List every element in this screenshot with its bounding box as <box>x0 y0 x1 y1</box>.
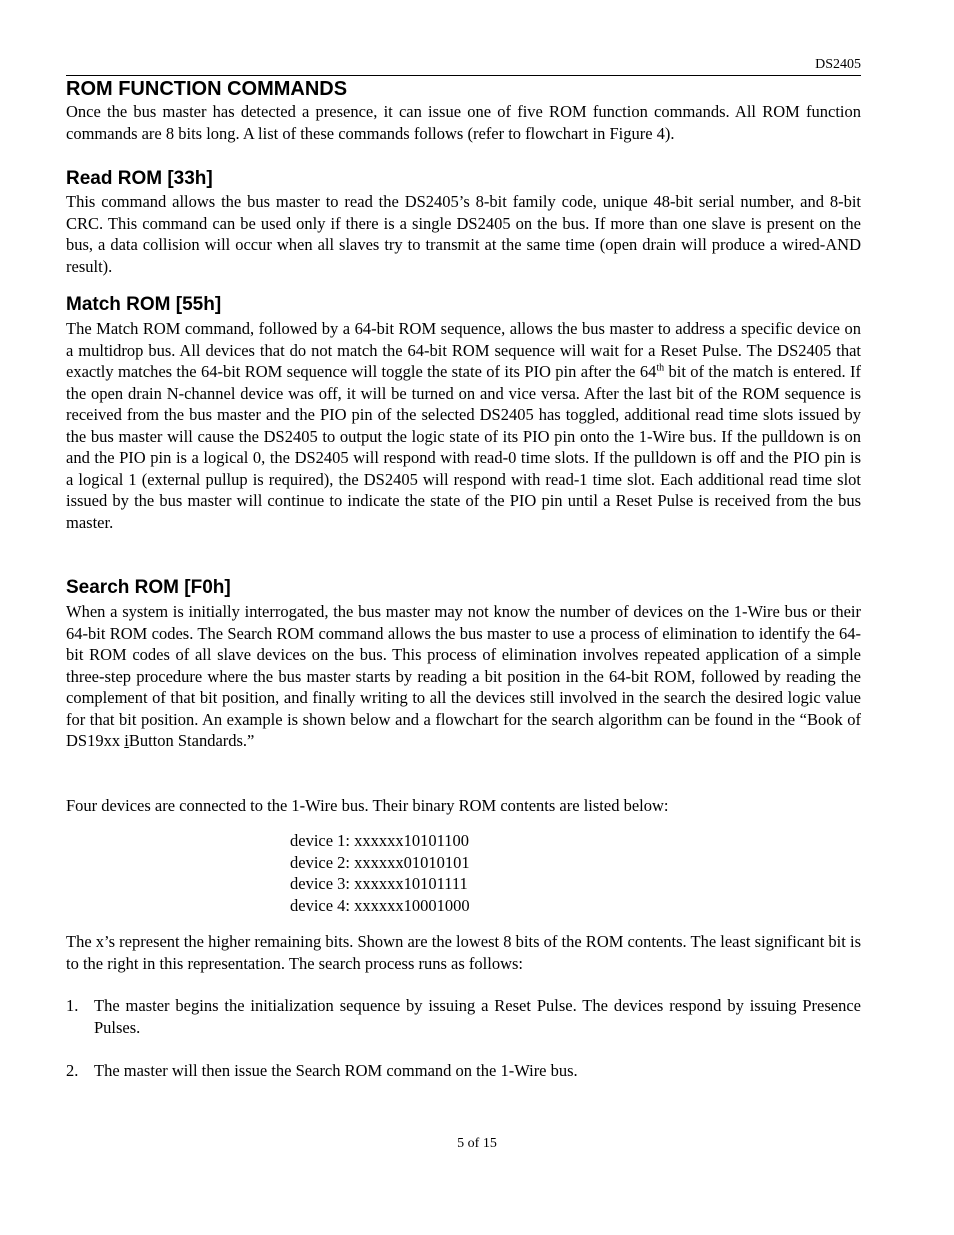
list-item-text: The master will then issue the Search ROM command on the 1-Wire bus. <box>94 1061 578 1080</box>
match-rom-body-part1: The Match ROM command, followed by a 64-bit ROM sequence, allows the bus master to address a specific device on a multidrop bus. All devices that do not match the 64-bit ROM sequence will wait for a Reset Pulse. The DS2405 that exactly matches the 64-bit ROM sequence will toggle the state of its PIO pin after the 64 <box>66 319 861 381</box>
device-entry: device 2: xxxxxx01010101 <box>290 852 470 872</box>
device-entry: device 1: xxxxxx10101100 <box>290 831 470 850</box>
list-item-number: 2. <box>66 1061 79 1080</box>
match-rom-superscript: th <box>656 362 665 374</box>
device-list <box>290 830 470 916</box>
device-entry: device 3: xxxxxx10101111 <box>290 874 468 893</box>
match-rom-body <box>66 318 861 533</box>
list-item <box>66 995 861 1038</box>
ibutton-link[interactable]: i <box>124 731 129 750</box>
list-item-text: The master begins the initialization sequence by issuing a Reset Pulse. The devices respond by issuing Presence Pulses. <box>94 996 861 1037</box>
page-number: 5 of 15 <box>457 1136 497 1151</box>
match-rom-heading: Match ROM [55h] <box>66 294 222 315</box>
document-id: DS2405 <box>815 57 861 72</box>
rom-function-body: Once the bus master has detected a presence, it can issue one of five ROM function commands. All ROM function commands are 8 bits long. A list of these commands follows (refer to flowchart in Figure 4). <box>66 102 861 143</box>
read-rom-body: This command allows the bus master to read the DS2405’s 8-bit family code, unique 48-bit serial number, and 8-bit CRC. This command can be used only if there is a single DS2405 on the bus. If more than one slave is present on the bus, a data collision will occur when all slaves try to transmit at the same time (open drain will produce a wired-AND result). <box>66 192 861 276</box>
device-entry: device 4: xxxxxx10001000 <box>290 895 470 915</box>
search-rom-body-part1: When a system is initially interrogated, the bus master may not know the number of devices on the 1-Wire bus or their 64-bit ROM codes. The Search ROM command allows the bus master to use a process of elimination to identify the 64-bit ROM codes of all slave devices on the bus. This process of elimination involves repeated application of a simple three-step procedure where the bus master starts by reading a bit position in the 64-bit ROM, followed by reading the complement of that bit position, and finally writing to all the devices still involved in the search the desired logic value for that bit position. An example is shown below and a flowchart for the search algorithm can be found in the “Book of DS19xx <box>66 602 861 750</box>
search-rom-note: The x’s represent the higher remaining bits. Shown are the lowest 8 bits of the ROM contents. The least significant bit is to the right in this representation. The search process runs as follows: <box>66 932 861 973</box>
search-rom-body <box>66 601 861 752</box>
list-item <box>66 1060 861 1082</box>
match-rom-body-part2: bit of the match is entered. If the open drain N-channel device was off, it will be turned on and vice versa. After the last bit of the ROM sequence is received from the bus master and the PIO pin of the selected DS2405 has toggled, additional read time slots issued by the bus master will cause the DS2405 to output the logic state of its PIO pin onto the 1-Wire bus. If the pulldown is on and the PIO pin is a logical 0, the DS2405 will respond with read-0 time slots. If the pulldown is off and the PIO pin is a logical 1 (external pullup is required), the DS2405 will respond with read-1 time slot. Each additional read time slot issued by the bus master will continue to indicate the state of the PIO pin until a Reset Pulse is received from the bus master. <box>66 362 861 532</box>
search-rom-body-part2: Button Standards.” <box>128 731 255 750</box>
rom-function-heading: ROM FUNCTION COMMANDS <box>66 78 348 100</box>
search-rom-intro: Four devices are connected to the 1-Wire bus. Their binary ROM contents are listed below: <box>66 796 669 815</box>
list-item-number: 1. <box>66 996 79 1015</box>
search-rom-heading: Search ROM [F0h] <box>66 577 231 598</box>
header-rule <box>66 75 861 76</box>
read-rom-heading: Read ROM [33h] <box>66 168 213 189</box>
